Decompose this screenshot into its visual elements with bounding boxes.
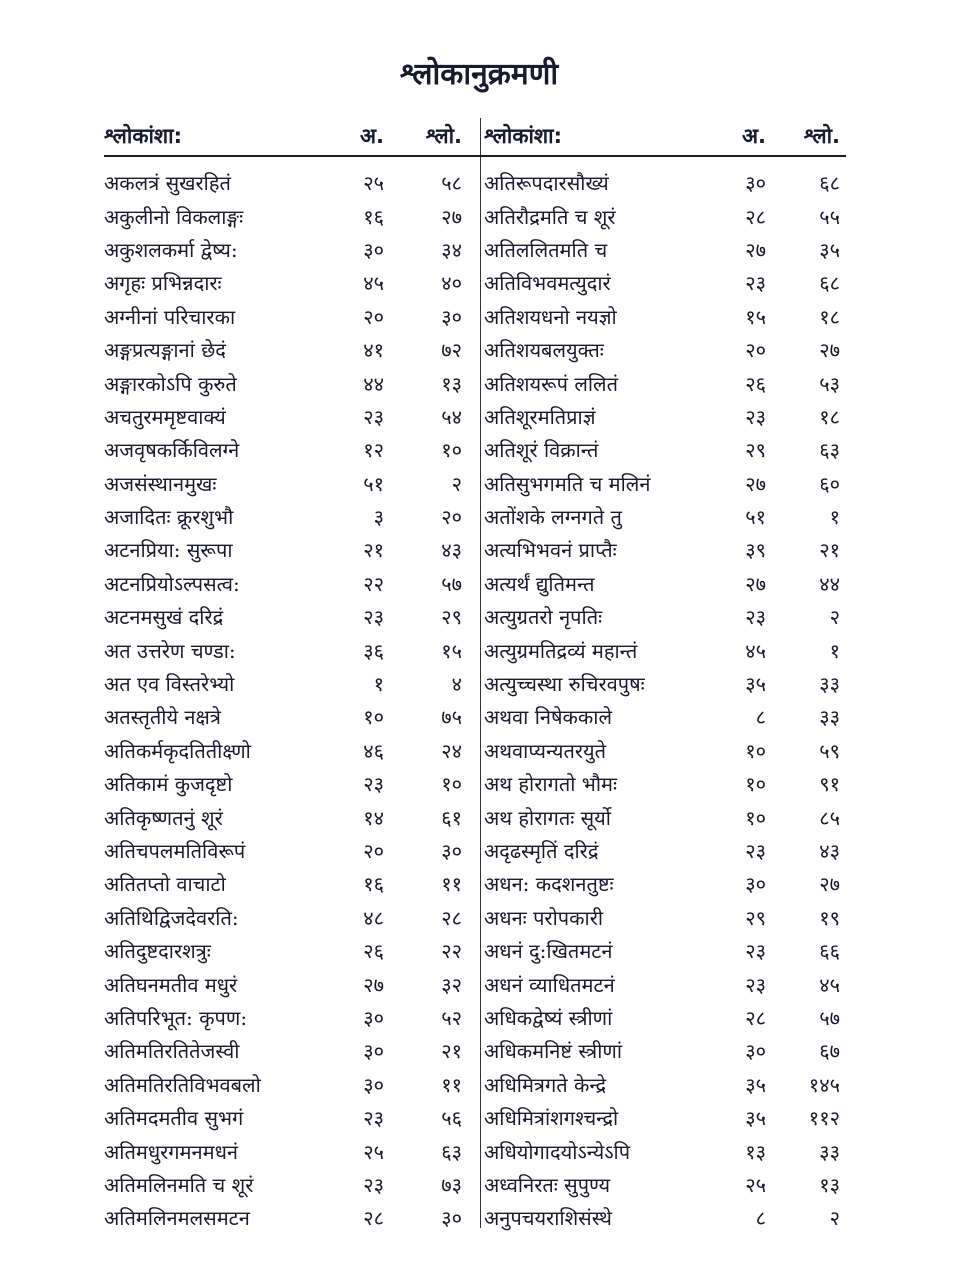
adhyaya-number: १२ xyxy=(363,438,384,463)
adhyaya-number: २० xyxy=(745,338,766,363)
header-adhyaya: अ. xyxy=(359,124,384,148)
shloka-number: ४३ xyxy=(441,538,462,563)
adhyaya-number: ३० xyxy=(363,1072,384,1097)
verse-text: अतिकामं कुजदृष्टो xyxy=(104,772,233,797)
adhyaya-number: २९ xyxy=(745,905,766,930)
adhyaya-number: ३५ xyxy=(745,672,766,697)
index-row xyxy=(104,166,476,199)
shloka-number: ३० xyxy=(441,304,462,329)
shloka-number: २४ xyxy=(441,738,462,763)
shloka-number: ३२ xyxy=(441,972,462,997)
adhyaya-number: २८ xyxy=(745,1005,766,1030)
verse-text: अदृढस्मृतिं दरिद्रं xyxy=(484,839,599,863)
index-row xyxy=(484,1068,848,1101)
index-row xyxy=(484,800,848,833)
shloka-number: ३५ xyxy=(819,237,840,262)
index-row xyxy=(484,834,848,867)
index-row xyxy=(484,901,848,934)
verse-text: अधिकद्वेष्यं स्त्रीणां xyxy=(484,1005,613,1030)
adhyaya-number: ३० xyxy=(363,1039,384,1064)
shloka-number: २० xyxy=(441,505,462,530)
verse-text: अधनं व्याधितमटनं xyxy=(484,972,615,997)
shloka-number: ५८ xyxy=(441,171,462,196)
verse-text: अतिशयरूपं ललितं xyxy=(484,371,619,396)
verse-text: अतिमदमतीव सुभगं xyxy=(104,1106,244,1131)
adhyaya-number: १४ xyxy=(363,805,384,830)
shloka-number: २७ xyxy=(819,872,840,897)
shloka-number: २१ xyxy=(441,1039,462,1064)
header-verse: श्लोकांशा: xyxy=(484,124,563,148)
verse-text: अकलत्रं सुखरहितं xyxy=(104,171,231,196)
verse-text: अध्वनिरतः सुपुण्य xyxy=(484,1172,611,1197)
shloka-number: ६७ xyxy=(819,1039,840,1064)
adhyaya-number: ३० xyxy=(363,237,384,262)
index-row xyxy=(484,600,848,633)
index-row xyxy=(484,366,848,399)
shloka-number: ६८ xyxy=(819,271,840,296)
shloka-number: ३३ xyxy=(819,672,840,697)
header-verse: श्लोकांशा: xyxy=(104,124,183,148)
shloka-number: २२ xyxy=(441,939,462,964)
verse-text: अथवा निषेककाले xyxy=(484,705,613,730)
verse-text: अतिकृष्णतनुं शूरं xyxy=(104,805,223,830)
shloka-number: ११२ xyxy=(808,1106,840,1131)
index-row xyxy=(484,1201,848,1234)
shloka-number: ६१ xyxy=(441,805,462,830)
index-row xyxy=(104,767,476,800)
shloka-number: ६३ xyxy=(819,438,840,463)
adhyaya-number: ३६ xyxy=(363,638,384,663)
adhyaya-number: २३ xyxy=(363,404,384,429)
verse-text: अतिसुभगमति च मलिनं xyxy=(484,471,651,496)
verse-text: अत उत्तरेण चण्डा: xyxy=(104,638,236,663)
index-row xyxy=(484,867,848,900)
verse-text: अतिरूपदारसौख्यं xyxy=(484,171,609,196)
index-row xyxy=(104,233,476,266)
adhyaya-number: २७ xyxy=(363,972,384,997)
shloka-number: १३ xyxy=(819,1172,840,1197)
index-row xyxy=(484,467,848,500)
index-row xyxy=(104,533,476,566)
adhyaya-number: २० xyxy=(363,839,384,863)
adhyaya-number: ४६ xyxy=(363,738,384,763)
adhyaya-number: १६ xyxy=(363,872,384,897)
index-row xyxy=(104,400,476,433)
shloka-number: १५ xyxy=(441,638,462,663)
index-row xyxy=(104,901,476,934)
adhyaya-number: २३ xyxy=(745,605,766,630)
verse-text: अथ होरागतः सूर्यो xyxy=(484,805,611,830)
verse-text: अधनं दु:खितमटनं xyxy=(484,939,613,964)
index-row xyxy=(484,533,848,566)
shloka-number: ६६ xyxy=(819,939,840,964)
index-row xyxy=(484,1001,848,1034)
index-row xyxy=(104,600,476,633)
index-row xyxy=(104,967,476,1000)
verse-text: अगृहः प्रभिन्नदारः xyxy=(104,271,222,296)
adhyaya-number: २५ xyxy=(745,1172,766,1197)
index-row xyxy=(104,567,476,600)
shloka-number: २९ xyxy=(441,605,462,630)
shloka-number: २७ xyxy=(819,338,840,363)
verse-text: अतस्तृतीये नक्षत्रे xyxy=(104,705,221,730)
shloka-number: ४ xyxy=(451,672,462,697)
verse-text: अटनप्रियोऽल्पसत्व: xyxy=(104,571,240,596)
verse-text: अधिमित्रांशगश्चन्द्रो xyxy=(484,1106,619,1131)
header-adhyaya: अ. xyxy=(741,124,766,148)
adhyaya-number: १० xyxy=(745,805,766,830)
verse-text: अतिमलिनमति च शूरं xyxy=(104,1172,254,1197)
index-row xyxy=(484,767,848,800)
shloka-number: २ xyxy=(829,1206,840,1231)
adhyaya-number: ४१ xyxy=(363,338,384,363)
shloka-number: १३ xyxy=(441,371,462,396)
verse-text: अतितप्तो वाचाटो xyxy=(104,872,226,897)
verse-text: अधनः परोपकारी xyxy=(484,905,604,930)
index-row xyxy=(484,1134,848,1167)
verse-text: अत्यभिभवनं प्राप्तैः xyxy=(484,538,617,563)
index-row xyxy=(104,1001,476,1034)
verse-text: अङ्गप्रत्यङ्गानां छेदं xyxy=(104,338,226,363)
shloka-number: ७५ xyxy=(441,705,462,730)
verse-text: अग्नीनां परिचारका xyxy=(104,304,236,329)
adhyaya-number: १० xyxy=(745,772,766,797)
shloka-number: ३३ xyxy=(819,1139,840,1164)
adhyaya-number: ३५ xyxy=(745,1072,766,1097)
adhyaya-number: १५ xyxy=(745,304,766,329)
adhyaya-number: ४४ xyxy=(363,371,384,396)
verse-text: अतिमधुरगमनमधनं xyxy=(104,1139,238,1164)
verse-text: अधिकमनिष्टं स्त्रीणां xyxy=(484,1039,623,1064)
shloka-number: ४३ xyxy=(819,839,840,863)
adhyaya-number: २६ xyxy=(745,371,766,396)
verse-text: अतिपरिभूत: कृपण: xyxy=(104,1005,248,1030)
verse-text: अत्युच्चस्था रुचिरवपुषः xyxy=(484,672,645,697)
rows-left xyxy=(104,166,476,1235)
shloka-number: ११ xyxy=(441,872,462,897)
verse-text: अतोंशके लग्नगते तु xyxy=(484,505,622,530)
verse-text: अचतुरममृष्टवाक्यं xyxy=(104,404,226,429)
column-header-left xyxy=(104,118,476,154)
verse-text: अनुपचयराशिसंस्थे xyxy=(484,1206,612,1231)
shloka-number: ५४ xyxy=(441,404,462,429)
index-row xyxy=(104,800,476,833)
shloka-number: १८ xyxy=(819,404,840,429)
shloka-number: २१ xyxy=(819,538,840,563)
index-row xyxy=(104,266,476,299)
shloka-number: ५३ xyxy=(819,371,840,396)
adhyaya-number: ३० xyxy=(745,872,766,897)
adhyaya-number: ३९ xyxy=(745,538,766,563)
index-row xyxy=(484,266,848,299)
adhyaya-number: २० xyxy=(363,304,384,329)
index-row xyxy=(104,1068,476,1101)
verse-text: अतिचपलमतिविरूपं xyxy=(104,839,246,863)
adhyaya-number: २३ xyxy=(745,972,766,997)
adhyaya-number: ५१ xyxy=(363,471,384,496)
index-row xyxy=(484,500,848,533)
shloka-number: ७२ xyxy=(441,338,462,363)
shloka-number: १४५ xyxy=(808,1072,840,1097)
verse-text: अजादितः क्रूरशुभौ xyxy=(104,505,234,530)
verse-text: अत्यर्थं द्युतिमन्त xyxy=(484,571,595,596)
index-row xyxy=(104,1201,476,1234)
shloka-number: ५५ xyxy=(819,204,840,229)
adhyaya-number: २३ xyxy=(363,1106,384,1131)
adhyaya-number: ८ xyxy=(755,705,766,730)
shloka-number: ५७ xyxy=(819,1005,840,1030)
index-column-right xyxy=(484,118,848,1231)
index-row xyxy=(104,1168,476,1201)
index-row xyxy=(484,633,848,666)
verse-text: अत एव विस्तरेभ्यो xyxy=(104,672,235,697)
index-row xyxy=(104,500,476,533)
adhyaya-number: २३ xyxy=(363,772,384,797)
verse-text: अतिमतिरतिविभवबलो xyxy=(104,1072,261,1097)
index-row xyxy=(484,734,848,767)
index-row xyxy=(104,700,476,733)
shloka-number: १ xyxy=(829,638,840,663)
shloka-number: ३० xyxy=(441,1206,462,1231)
adhyaya-number: २५ xyxy=(363,1139,384,1164)
adhyaya-number: २५ xyxy=(363,171,384,196)
verse-text: अजसंस्थानमुखः xyxy=(104,471,217,496)
verse-text: अत्युग्रमतिद्रव्यं महान्तं xyxy=(484,638,638,663)
adhyaya-number: २३ xyxy=(745,271,766,296)
verse-text: अतिमतिरतितेजस्वी xyxy=(104,1039,240,1064)
index-row xyxy=(484,300,848,333)
shloka-number: ४४ xyxy=(819,571,840,596)
index-row xyxy=(484,166,848,199)
shloka-number: ७३ xyxy=(441,1172,462,1197)
shloka-number: २ xyxy=(451,471,462,496)
index-row xyxy=(104,867,476,900)
index-row xyxy=(484,567,848,600)
shloka-number: २८ xyxy=(441,905,462,930)
adhyaya-number: १० xyxy=(745,738,766,763)
adhyaya-number: २७ xyxy=(745,237,766,262)
verse-text: अतिशयधनो नयज्ञो xyxy=(484,304,617,329)
index-row xyxy=(484,667,848,700)
index-row xyxy=(104,934,476,967)
adhyaya-number: १६ xyxy=(363,204,384,229)
adhyaya-number: २३ xyxy=(745,839,766,863)
index-row xyxy=(104,467,476,500)
index-row xyxy=(104,199,476,232)
verse-text: अतिघनमतीव मधुरं xyxy=(104,972,238,997)
adhyaya-number: २१ xyxy=(363,538,384,563)
verse-text: अत्युग्रतरो नृपतिः xyxy=(484,605,603,630)
index-row xyxy=(104,300,476,333)
verse-text: अधियोगादयोऽन्येऽपि xyxy=(484,1139,631,1164)
shloka-number: ६० xyxy=(819,471,840,496)
adhyaya-number: २६ xyxy=(363,939,384,964)
adhyaya-number: २८ xyxy=(745,204,766,229)
shloka-number: १० xyxy=(441,772,462,797)
shloka-number: ४५ xyxy=(819,972,840,997)
header-shloka: श्लो. xyxy=(803,124,840,148)
shloka-number: १८ xyxy=(819,304,840,329)
index-row xyxy=(484,433,848,466)
page-title: श्लोकानुक्रमणी xyxy=(399,57,559,92)
shloka-number: २७ xyxy=(441,204,462,229)
verse-text: अधन: कदशनतुष्टः xyxy=(484,872,614,897)
index-row xyxy=(104,1101,476,1134)
verse-text: अजवृषकर्किविलग्ने xyxy=(104,438,240,463)
shloka-number: ९१ xyxy=(819,772,840,797)
index-row xyxy=(104,333,476,366)
shloka-number: ६३ xyxy=(441,1139,462,1164)
index-row xyxy=(104,366,476,399)
verse-text: अतिदुष्टदारशत्रुः xyxy=(104,939,211,964)
index-row xyxy=(104,667,476,700)
rows-right xyxy=(484,166,848,1235)
adhyaya-number: ३५ xyxy=(745,1106,766,1131)
shloka-number: २ xyxy=(829,605,840,630)
verse-text: अतिशूरं विक्रान्तं xyxy=(484,438,599,463)
index-row xyxy=(484,967,848,1000)
verse-text: अकुलीनो विकलाङ्गः xyxy=(104,204,244,229)
index-row xyxy=(104,1134,476,1167)
adhyaya-number: २९ xyxy=(745,438,766,463)
index-row xyxy=(484,233,848,266)
adhyaya-number: ४५ xyxy=(745,638,766,663)
verse-text: अतिकर्मकृदतितीक्ष्णो xyxy=(104,738,251,763)
adhyaya-number: १० xyxy=(363,705,384,730)
verse-text: अकुशलकर्मा द्वेष्य: xyxy=(104,237,238,262)
adhyaya-number: १३ xyxy=(745,1139,766,1164)
adhyaya-number: १ xyxy=(373,672,384,697)
adhyaya-number: ४५ xyxy=(363,271,384,296)
adhyaya-number: २७ xyxy=(745,471,766,496)
shloka-number: १० xyxy=(441,438,462,463)
verse-text: अटनमसुखं दरिद्रं xyxy=(104,605,224,630)
adhyaya-number: २२ xyxy=(363,571,384,596)
adhyaya-number: ४८ xyxy=(363,905,384,930)
column-header-right xyxy=(484,118,848,154)
index-row xyxy=(104,734,476,767)
shloka-number: ११ xyxy=(441,1072,462,1097)
index-row xyxy=(484,1101,848,1134)
adhyaya-number: ३ xyxy=(373,505,384,530)
shloka-number: ६८ xyxy=(819,171,840,196)
shloka-number: ३४ xyxy=(441,237,462,262)
index-row xyxy=(104,1034,476,1067)
index-column-left xyxy=(104,118,476,1231)
verse-text: अतिशूरमतिप्राज्ञं xyxy=(484,404,596,429)
index-row xyxy=(484,934,848,967)
verse-text: अङ्गारकोऽपि कुरुते xyxy=(104,371,237,396)
shloka-number: ५२ xyxy=(441,1005,462,1030)
verse-text: अतिविभवमत्युदारं xyxy=(484,271,611,296)
shloka-number: ५९ xyxy=(819,738,840,763)
verse-text: अथवाप्यन्यतरयुते xyxy=(484,738,607,763)
verse-text: अतिशयबलयुक्तः xyxy=(484,338,604,363)
index-row xyxy=(484,400,848,433)
shloka-number: १९ xyxy=(819,905,840,930)
index-row xyxy=(104,433,476,466)
index-row xyxy=(104,834,476,867)
verse-text: अधिमित्रगते केन्द्रे xyxy=(484,1072,607,1097)
shloka-number: ३० xyxy=(441,839,462,863)
adhyaya-number: ३० xyxy=(363,1005,384,1030)
adhyaya-number: ३० xyxy=(745,1039,766,1064)
adhyaya-number: २८ xyxy=(363,1206,384,1231)
adhyaya-number: ८ xyxy=(755,1206,766,1231)
shloka-number: ५६ xyxy=(441,1106,462,1131)
shloka-number: ३३ xyxy=(819,705,840,730)
verse-text: अतिरौद्रमति च शूरं xyxy=(484,204,616,229)
index-row xyxy=(484,199,848,232)
shloka-number: ८५ xyxy=(819,805,840,830)
adhyaya-number: २३ xyxy=(363,605,384,630)
adhyaya-number: २७ xyxy=(745,571,766,596)
shloka-number: ४० xyxy=(441,271,462,296)
verse-text: अतिथिद्विजदेवरति: xyxy=(104,905,239,930)
index-row xyxy=(104,633,476,666)
verse-text: अतिमलिनमलसमटन xyxy=(104,1206,250,1231)
index-row xyxy=(484,700,848,733)
verse-text: अथ होरागतो भौमः xyxy=(484,772,618,797)
adhyaya-number: २३ xyxy=(745,404,766,429)
adhyaya-number: २३ xyxy=(745,939,766,964)
header-shloka: श्लो. xyxy=(425,124,462,148)
index-row xyxy=(484,1168,848,1201)
column-divider xyxy=(480,118,481,1228)
index-row xyxy=(484,333,848,366)
verse-text: अटनप्रिया: सुरूपा xyxy=(104,538,233,563)
adhyaya-number: २३ xyxy=(363,1172,384,1197)
adhyaya-number: ५१ xyxy=(745,505,766,530)
verse-text: अतिललितमति च xyxy=(484,237,608,262)
shloka-number: १ xyxy=(829,505,840,530)
index-row xyxy=(484,1034,848,1067)
shloka-number: ५७ xyxy=(441,571,462,596)
adhyaya-number: ३० xyxy=(745,171,766,196)
